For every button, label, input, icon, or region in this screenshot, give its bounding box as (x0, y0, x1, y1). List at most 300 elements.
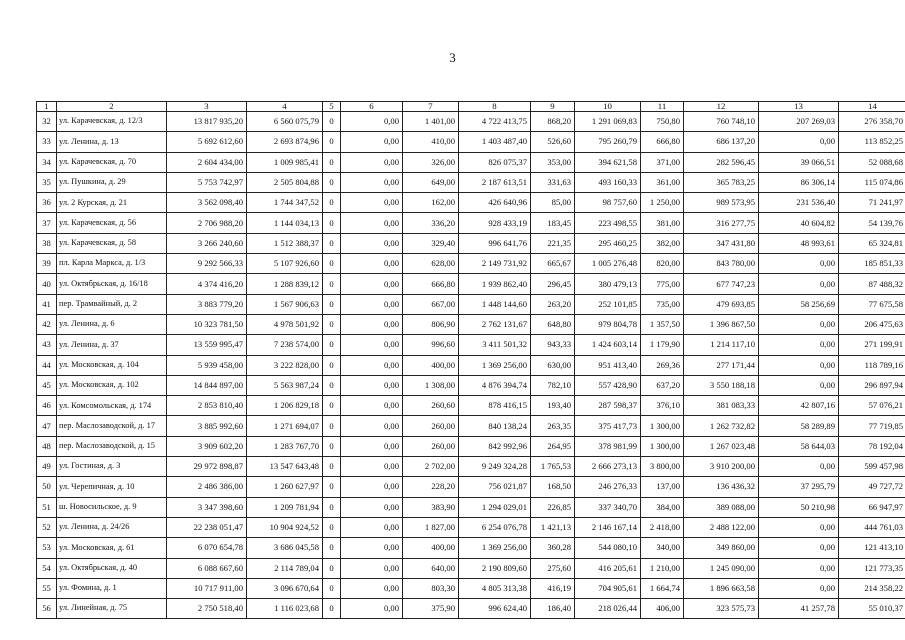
column-header: 1 (37, 102, 57, 112)
value-cell: 1 250,00 (641, 193, 684, 213)
table-row (37, 375, 905, 395)
column-header: 12 (684, 102, 759, 112)
row-number-cell: 39 (37, 254, 57, 274)
value-cell: 329,40 (403, 233, 459, 253)
value-cell: 1 664,74 (641, 578, 684, 598)
value-cell: 277 171,44 (684, 355, 759, 375)
value-cell: 2 604 434,00 (167, 152, 247, 172)
value-cell: 260,00 (403, 436, 459, 456)
value-cell: 667,00 (403, 294, 459, 314)
value-cell: 842 992,96 (459, 436, 531, 456)
value-cell: 0,00 (341, 558, 403, 578)
address-cell: ул. Карачевская, д. 12/3 (57, 112, 167, 132)
value-cell: 113 852,25 (839, 132, 905, 152)
value-cell: 704 905,61 (575, 578, 641, 598)
table-row (37, 497, 905, 517)
table-row (37, 558, 905, 578)
value-cell: 3 686 045,58 (247, 538, 323, 558)
value-cell: 0,00 (341, 172, 403, 192)
row-number-cell: 34 (37, 152, 57, 172)
value-cell: 3 885 992,60 (167, 416, 247, 436)
value-cell: 0,00 (341, 396, 403, 416)
row-number-cell: 56 (37, 599, 57, 619)
value-cell: 5 939 458,00 (167, 355, 247, 375)
value-cell: 0 (323, 213, 341, 233)
table-row (37, 416, 905, 436)
value-cell: 57 076,21 (839, 396, 905, 416)
table-row (37, 213, 905, 233)
value-cell: 361,00 (641, 172, 684, 192)
table-row (37, 477, 905, 497)
value-cell: 39 066,51 (759, 152, 839, 172)
value-cell: 50 210,98 (759, 497, 839, 517)
value-cell: 1 206 829,18 (247, 396, 323, 416)
value-cell: 4 876 394,74 (459, 375, 531, 395)
value-cell: 1 512 388,37 (247, 233, 323, 253)
row-number-cell: 49 (37, 457, 57, 477)
value-cell: 5 692 612,60 (167, 132, 247, 152)
value-cell: 0,00 (341, 213, 403, 233)
table-row (37, 578, 905, 598)
value-cell: 1 294 029,01 (459, 497, 531, 517)
row-number-cell: 37 (37, 213, 57, 233)
value-cell: 260,00 (403, 416, 459, 436)
table-row (37, 436, 905, 456)
value-cell: 365 783,25 (684, 172, 759, 192)
value-cell: 48 993,61 (759, 233, 839, 253)
table-row (37, 152, 905, 172)
value-cell: 58 256,69 (759, 294, 839, 314)
value-cell: 41 257,78 (759, 599, 839, 619)
value-cell: 40 604,82 (759, 213, 839, 233)
table-row (37, 355, 905, 375)
value-cell: 0,00 (759, 558, 839, 578)
value-cell: 65 324,81 (839, 233, 905, 253)
address-cell: ул. 2 Курская, д. 21 (57, 193, 167, 213)
value-cell: 0,00 (341, 274, 403, 294)
value-cell: 4 722 413,75 (459, 112, 531, 132)
row-number-cell: 44 (37, 355, 57, 375)
row-number-cell: 52 (37, 517, 57, 537)
value-cell: 1 262 732,82 (684, 416, 759, 436)
value-cell: 0 (323, 152, 341, 172)
value-cell: 263,35 (531, 416, 575, 436)
address-cell: ш. Новосильское, д. 9 (57, 497, 167, 517)
value-cell: 840 138,24 (459, 416, 531, 436)
value-cell: 1 448 144,60 (459, 294, 531, 314)
column-header: 10 (575, 102, 641, 112)
value-cell: 323 575,73 (684, 599, 759, 619)
value-cell: 0,00 (759, 132, 839, 152)
value-cell: 389 088,00 (684, 497, 759, 517)
value-cell: 271 199,91 (839, 335, 905, 355)
value-cell: 2 706 988,20 (167, 213, 247, 233)
value-cell: 3 909 602,20 (167, 436, 247, 456)
row-number-cell: 46 (37, 396, 57, 416)
value-cell: 246 276,33 (575, 477, 641, 497)
value-cell: 2 693 874,96 (247, 132, 323, 152)
address-cell: ул. Ленина, д. 24/26 (57, 517, 167, 537)
value-cell: 3 411 501,32 (459, 335, 531, 355)
value-cell: 226,85 (531, 497, 575, 517)
value-cell: 806,90 (403, 314, 459, 334)
column-header: 5 (323, 102, 341, 112)
table-row (37, 274, 905, 294)
value-cell: 0 (323, 132, 341, 152)
value-cell: 1 300,00 (641, 416, 684, 436)
value-cell: 0 (323, 477, 341, 497)
value-cell: 260,60 (403, 396, 459, 416)
value-cell: 221,35 (531, 233, 575, 253)
value-cell: 168,50 (531, 477, 575, 497)
value-cell: 29 972 898,87 (167, 457, 247, 477)
table-row (37, 314, 905, 334)
address-cell: ул. Октябрьская, д. 40 (57, 558, 167, 578)
value-cell: 1 396 867,50 (684, 314, 759, 334)
value-cell: 0,00 (341, 112, 403, 132)
value-cell: 1 308,00 (403, 375, 459, 395)
row-number-cell: 40 (37, 274, 57, 294)
row-number-cell: 55 (37, 578, 57, 598)
value-cell: 2 853 810,40 (167, 396, 247, 416)
value-cell: 0,00 (341, 233, 403, 253)
value-cell: 0 (323, 599, 341, 619)
value-cell: 1 369 256,00 (459, 538, 531, 558)
value-cell: 5 107 926,60 (247, 254, 323, 274)
value-cell: 1 116 023,68 (247, 599, 323, 619)
value-cell: 3 800,00 (641, 457, 684, 477)
value-cell: 186,40 (531, 599, 575, 619)
value-cell: 803,30 (403, 578, 459, 598)
value-cell: 6 088 667,60 (167, 558, 247, 578)
value-cell: 1 291 069,83 (575, 112, 641, 132)
value-cell: 77 675,58 (839, 294, 905, 314)
value-cell: 1 009 985,41 (247, 152, 323, 172)
value-cell: 2 702,00 (403, 457, 459, 477)
value-cell: 337 340,70 (575, 497, 641, 517)
value-cell: 599 457,98 (839, 457, 905, 477)
value-cell: 0 (323, 558, 341, 578)
value-cell: 2 488 122,00 (684, 517, 759, 537)
address-cell: ул. Московская, д. 104 (57, 355, 167, 375)
value-cell: 795 260,79 (575, 132, 641, 152)
value-cell: 0 (323, 457, 341, 477)
value-cell: 0,00 (341, 355, 403, 375)
value-cell: 0 (323, 233, 341, 253)
value-cell: 263,20 (531, 294, 575, 314)
value-cell: 0 (323, 538, 341, 558)
page-number: 3 (449, 50, 456, 65)
value-cell: 0,00 (341, 436, 403, 456)
value-cell: 0,00 (341, 497, 403, 517)
value-cell: 1 827,00 (403, 517, 459, 537)
row-number-cell: 36 (37, 193, 57, 213)
value-cell: 10 904 924,52 (247, 517, 323, 537)
value-cell: 666,80 (641, 132, 684, 152)
value-cell: 58 644,03 (759, 436, 839, 456)
value-cell: 410,00 (403, 132, 459, 152)
table-row (37, 132, 905, 152)
value-cell: 37 295,79 (759, 477, 839, 497)
value-cell: 989 573,95 (684, 193, 759, 213)
table-row (37, 233, 905, 253)
value-cell: 381,00 (641, 213, 684, 233)
value-cell: 5 563 987,24 (247, 375, 323, 395)
value-cell: 42 807,16 (759, 396, 839, 416)
value-cell: 0 (323, 274, 341, 294)
column-header: 2 (57, 102, 167, 112)
table-row (37, 457, 905, 477)
value-cell: 2 146 167,14 (575, 517, 641, 537)
row-number-cell: 33 (37, 132, 57, 152)
value-cell: 381 083,33 (684, 396, 759, 416)
address-cell: ул. Октябрьская, д. 16/18 (57, 274, 167, 294)
value-cell: 677 747,23 (684, 274, 759, 294)
address-cell: ул. Карачевская, д. 56 (57, 213, 167, 233)
value-cell: 782,10 (531, 375, 575, 395)
value-cell: 0,00 (759, 254, 839, 274)
value-cell: 223 498,55 (575, 213, 641, 233)
value-cell: 10 717 911,00 (167, 578, 247, 598)
value-cell: 2 190 809,60 (459, 558, 531, 578)
value-cell: 0 (323, 355, 341, 375)
value-cell: 115 074,86 (839, 172, 905, 192)
address-cell: ул. Фомина, д. 1 (57, 578, 167, 598)
address-cell: пер. Маслозаводской, д. 15 (57, 436, 167, 456)
value-cell: 85,00 (531, 193, 575, 213)
value-cell: 228,20 (403, 477, 459, 497)
value-cell: 444 761,03 (839, 517, 905, 537)
address-cell: ул. Гостиная, д. 3 (57, 457, 167, 477)
value-cell: 400,00 (403, 355, 459, 375)
value-cell: 331,63 (531, 172, 575, 192)
value-cell: 928 433,19 (459, 213, 531, 233)
value-cell: 336,20 (403, 213, 459, 233)
value-cell: 77 719,85 (839, 416, 905, 436)
address-cell: пл. Карла Маркса, д. 1/3 (57, 254, 167, 274)
column-header: 8 (459, 102, 531, 112)
value-cell: 185 851,33 (839, 254, 905, 274)
value-cell: 231 536,40 (759, 193, 839, 213)
table-row (37, 294, 905, 314)
value-cell: 996,60 (403, 335, 459, 355)
value-cell: 1 214 117,10 (684, 335, 759, 355)
value-cell: 1 403 487,40 (459, 132, 531, 152)
value-cell: 735,00 (641, 294, 684, 314)
value-cell: 0,00 (341, 294, 403, 314)
address-cell: ул. Московская, д. 102 (57, 375, 167, 395)
value-cell: 13 547 643,48 (247, 457, 323, 477)
value-cell: 121 413,10 (839, 538, 905, 558)
value-cell: 13 817 935,20 (167, 112, 247, 132)
value-cell: 3 266 240,60 (167, 233, 247, 253)
value-cell: 868,20 (531, 112, 575, 132)
value-cell: 2 114 789,04 (247, 558, 323, 578)
value-cell: 54 139,76 (839, 213, 905, 233)
value-cell: 1 421,13 (531, 517, 575, 537)
value-cell: 1 283 767,70 (247, 436, 323, 456)
row-number-cell: 48 (37, 436, 57, 456)
value-cell: 0 (323, 578, 341, 598)
value-cell: 4 978 501,92 (247, 314, 323, 334)
value-cell: 416 205,61 (575, 558, 641, 578)
value-cell: 287 598,37 (575, 396, 641, 416)
value-cell: 3 347 398,60 (167, 497, 247, 517)
value-cell: 360,28 (531, 538, 575, 558)
address-cell: ул. Черепичная, д. 10 (57, 477, 167, 497)
value-cell: 2 187 613,51 (459, 172, 531, 192)
value-cell: 0 (323, 294, 341, 314)
value-cell: 382,00 (641, 233, 684, 253)
table-row (37, 254, 905, 274)
value-cell: 843 780,00 (684, 254, 759, 274)
value-cell: 1 245 090,00 (684, 558, 759, 578)
value-cell: 557 428,90 (575, 375, 641, 395)
value-cell: 979 804,78 (575, 314, 641, 334)
value-cell: 6 560 075,79 (247, 112, 323, 132)
value-cell: 0,00 (759, 457, 839, 477)
value-cell: 2 486 386,00 (167, 477, 247, 497)
value-cell: 1 179,90 (641, 335, 684, 355)
value-cell: 7 238 574,00 (247, 335, 323, 355)
address-cell: ул. Ленина, д. 13 (57, 132, 167, 152)
value-cell: 4 374 416,20 (167, 274, 247, 294)
value-cell: 1 357,50 (641, 314, 684, 334)
value-cell: 9 249 324,28 (459, 457, 531, 477)
value-cell: 0,00 (341, 416, 403, 436)
value-cell: 0,00 (759, 335, 839, 355)
value-cell: 1 144 034,13 (247, 213, 323, 233)
value-cell: 269,36 (641, 355, 684, 375)
column-header: 3 (167, 102, 247, 112)
value-cell: 22 238 051,47 (167, 517, 247, 537)
value-cell: 951 413,40 (575, 355, 641, 375)
row-number-cell: 50 (37, 477, 57, 497)
value-cell: 52 088,68 (839, 152, 905, 172)
header-row (37, 102, 905, 112)
value-cell: 1 896 663,58 (684, 578, 759, 598)
value-cell: 375,90 (403, 599, 459, 619)
data-table (36, 101, 905, 619)
value-cell: 640,00 (403, 558, 459, 578)
value-cell: 66 947,97 (839, 497, 905, 517)
value-cell: 375 417,73 (575, 416, 641, 436)
value-cell: 666,80 (403, 274, 459, 294)
value-cell: 2 666 273,13 (575, 457, 641, 477)
column-header: 6 (341, 102, 403, 112)
row-number-cell: 47 (37, 416, 57, 436)
table-row (37, 112, 905, 132)
value-cell: 118 789,16 (839, 355, 905, 375)
value-cell: 628,00 (403, 254, 459, 274)
value-cell: 0,00 (759, 314, 839, 334)
value-cell: 0,00 (341, 517, 403, 537)
address-cell: пер. Трамвайный, д. 2 (57, 294, 167, 314)
value-cell: 98 757,60 (575, 193, 641, 213)
value-cell: 2 418,00 (641, 517, 684, 537)
value-cell: 3 883 779,20 (167, 294, 247, 314)
value-cell: 0,00 (341, 254, 403, 274)
value-cell: 0 (323, 497, 341, 517)
value-cell: 87 488,32 (839, 274, 905, 294)
value-cell: 426 640,96 (459, 193, 531, 213)
value-cell: 5 753 742,97 (167, 172, 247, 192)
value-cell: 1 210,00 (641, 558, 684, 578)
value-cell: 526,60 (531, 132, 575, 152)
value-cell: 750,80 (641, 112, 684, 132)
value-cell: 376,10 (641, 396, 684, 416)
value-cell: 183,45 (531, 213, 575, 233)
address-cell: ул. Линейная, д. 75 (57, 599, 167, 619)
value-cell: 996 624,40 (459, 599, 531, 619)
address-cell: ул. Карачевская, д. 70 (57, 152, 167, 172)
value-cell: 14 844 897,00 (167, 375, 247, 395)
value-cell: 276 358,70 (839, 112, 905, 132)
value-cell: 1 424 603,14 (575, 335, 641, 355)
value-cell: 0 (323, 517, 341, 537)
value-cell: 686 137,20 (684, 132, 759, 152)
row-number-cell: 41 (37, 294, 57, 314)
value-cell: 340,00 (641, 538, 684, 558)
value-cell: 1 567 906,63 (247, 294, 323, 314)
value-cell: 878 416,15 (459, 396, 531, 416)
value-cell: 0,00 (341, 132, 403, 152)
value-cell: 649,00 (403, 172, 459, 192)
row-number-cell: 53 (37, 538, 57, 558)
value-cell: 296,45 (531, 274, 575, 294)
value-cell: 1 288 839,12 (247, 274, 323, 294)
value-cell: 0,00 (341, 477, 403, 497)
value-cell: 378 981,99 (575, 436, 641, 456)
value-cell: 384,00 (641, 497, 684, 517)
table-row (37, 193, 905, 213)
value-cell: 820,00 (641, 254, 684, 274)
value-cell: 349 860,00 (684, 538, 759, 558)
value-cell: 406,00 (641, 599, 684, 619)
value-cell: 264,95 (531, 436, 575, 456)
value-cell: 544 080,10 (575, 538, 641, 558)
value-cell: 0,00 (341, 599, 403, 619)
value-cell: 6 070 654,78 (167, 538, 247, 558)
value-cell: 371,00 (641, 152, 684, 172)
value-cell: 78 192,04 (839, 436, 905, 456)
value-cell: 2 750 518,40 (167, 599, 247, 619)
address-cell: ул. Ленина, д. 6 (57, 314, 167, 334)
value-cell: 383,90 (403, 497, 459, 517)
value-cell: 1 939 862,40 (459, 274, 531, 294)
row-number-cell: 38 (37, 233, 57, 253)
value-cell: 0,00 (341, 375, 403, 395)
value-cell: 295 460,25 (575, 233, 641, 253)
value-cell: 4 805 313,38 (459, 578, 531, 598)
value-cell: 0 (323, 375, 341, 395)
value-cell: 1 300,00 (641, 436, 684, 456)
value-cell: 353,00 (531, 152, 575, 172)
value-cell: 1 271 694,07 (247, 416, 323, 436)
table-row (37, 538, 905, 558)
value-cell: 6 254 076,78 (459, 517, 531, 537)
value-cell: 0 (323, 436, 341, 456)
row-number-cell: 42 (37, 314, 57, 334)
column-header: 7 (403, 102, 459, 112)
value-cell: 665,67 (531, 254, 575, 274)
value-cell: 0,00 (759, 538, 839, 558)
value-cell: 9 292 566,33 (167, 254, 247, 274)
value-cell: 86 306,14 (759, 172, 839, 192)
value-cell: 2 762 131,67 (459, 314, 531, 334)
value-cell: 0,00 (341, 578, 403, 598)
value-cell: 760 748,10 (684, 112, 759, 132)
